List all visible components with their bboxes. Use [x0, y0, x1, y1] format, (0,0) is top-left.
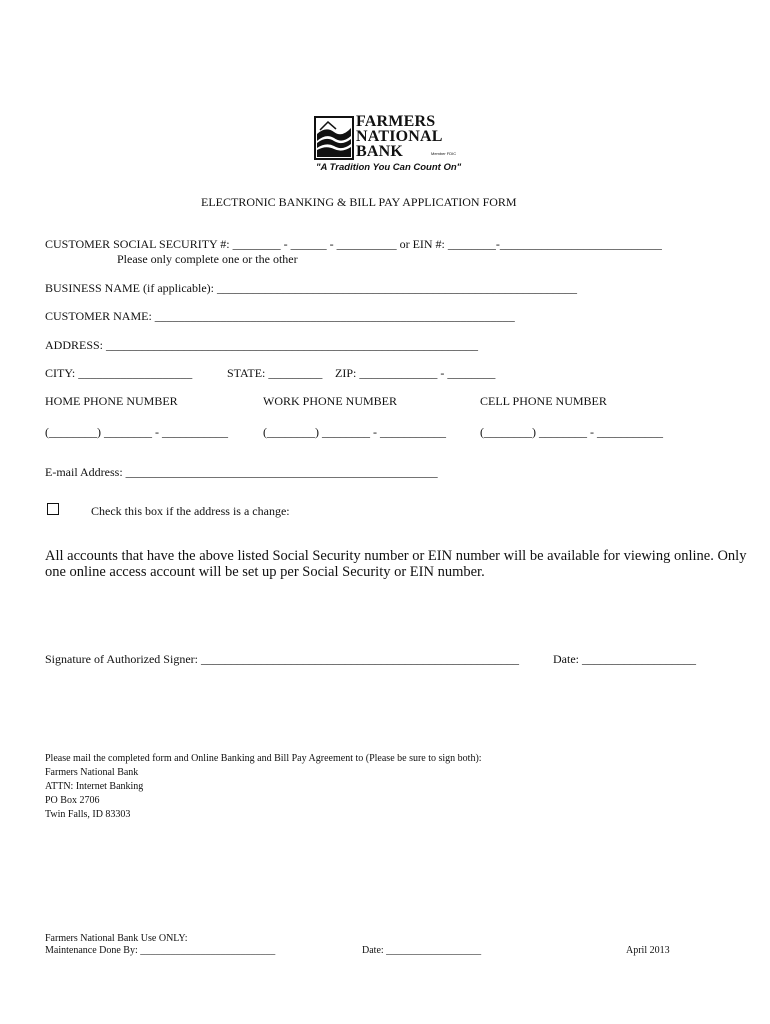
ssn-ein-field[interactable]: CUSTOMER SOCIAL SECURITY #: ________ - ______ - __________ or EIN #: ________-___________________________ — [45, 237, 662, 251]
mail-address-line-3: PO Box 2706 — [45, 795, 100, 806]
work-phone-field[interactable]: (________) ________ - ___________ — [263, 425, 446, 439]
logo-line-farmers: FARMERS — [356, 113, 436, 130]
address-field[interactable]: ADDRESS: ______________________________________________________________ — [45, 338, 479, 352]
customer-name-field[interactable]: CUSTOMER NAME: ____________________________________________________________ — [45, 309, 515, 323]
signature-field[interactable]: Signature of Authorized Signer: _____________________________________________________ — [45, 652, 519, 666]
bank-use-only-label: Farmers National Bank Use ONLY: — [45, 933, 188, 944]
bank-logo — [314, 114, 474, 178]
form-title: ELECTRONIC BANKING & BILL PAY APPLICATION FORM — [201, 195, 517, 209]
home-phone-field[interactable]: (________) ________ - ___________ — [45, 425, 228, 439]
zip-field[interactable]: ZIP: _____________ - ________ — [335, 366, 496, 380]
mail-address-line-1: Farmers National Bank — [45, 767, 139, 778]
member-fdic-note: Member FDIC — [431, 151, 457, 156]
logo-line-national: NATIONAL — [356, 128, 443, 145]
logo-line-bank: BANK — [356, 143, 404, 160]
notice-line-2: one online access account will be set up per Social Security or EIN number. — [45, 564, 485, 580]
city-field[interactable]: CITY: ___________________ — [45, 366, 193, 380]
mail-address-line-2: ATTN: Internet Banking — [45, 781, 144, 792]
revision-date: April 2013 — [626, 945, 670, 956]
address-change-label: Check this box if the address is a change: — [91, 504, 290, 518]
footer-date-field[interactable]: Date: ___________________ — [362, 945, 482, 956]
signature-date-field[interactable]: Date: ___________________ — [553, 652, 696, 666]
landscape-logo-icon — [314, 116, 354, 160]
mail-address-line-4: Twin Falls, ID 83303 — [45, 809, 131, 820]
ssn-ein-note: Please only complete one or the other — [117, 252, 298, 266]
mail-instructions: Please mail the completed form and Online Banking and Bill Pay Agreement to (Please be sure to sign both): — [45, 753, 482, 764]
cell-phone-label: CELL PHONE NUMBER — [480, 394, 607, 408]
notice-line-1: All accounts that have the above listed Social Security number or EIN number will be available for viewing online. Only — [45, 548, 747, 564]
business-name-field[interactable]: BUSINESS NAME (if applicable): ____________________________________________________________ — [45, 281, 577, 295]
address-change-checkbox[interactable] — [47, 503, 59, 515]
home-phone-label: HOME PHONE NUMBER — [45, 394, 178, 408]
logo-tagline: "A Tradition You Can Count On" — [316, 162, 462, 173]
email-field[interactable]: E-mail Address: ____________________________________________________ — [45, 465, 438, 479]
state-field[interactable]: STATE: _________ — [227, 366, 323, 380]
work-phone-label: WORK PHONE NUMBER — [263, 394, 398, 408]
maintenance-done-by-field[interactable]: Maintenance Done By: ___________________________ — [45, 945, 276, 956]
cell-phone-field[interactable]: (________) ________ - ___________ — [480, 425, 663, 439]
